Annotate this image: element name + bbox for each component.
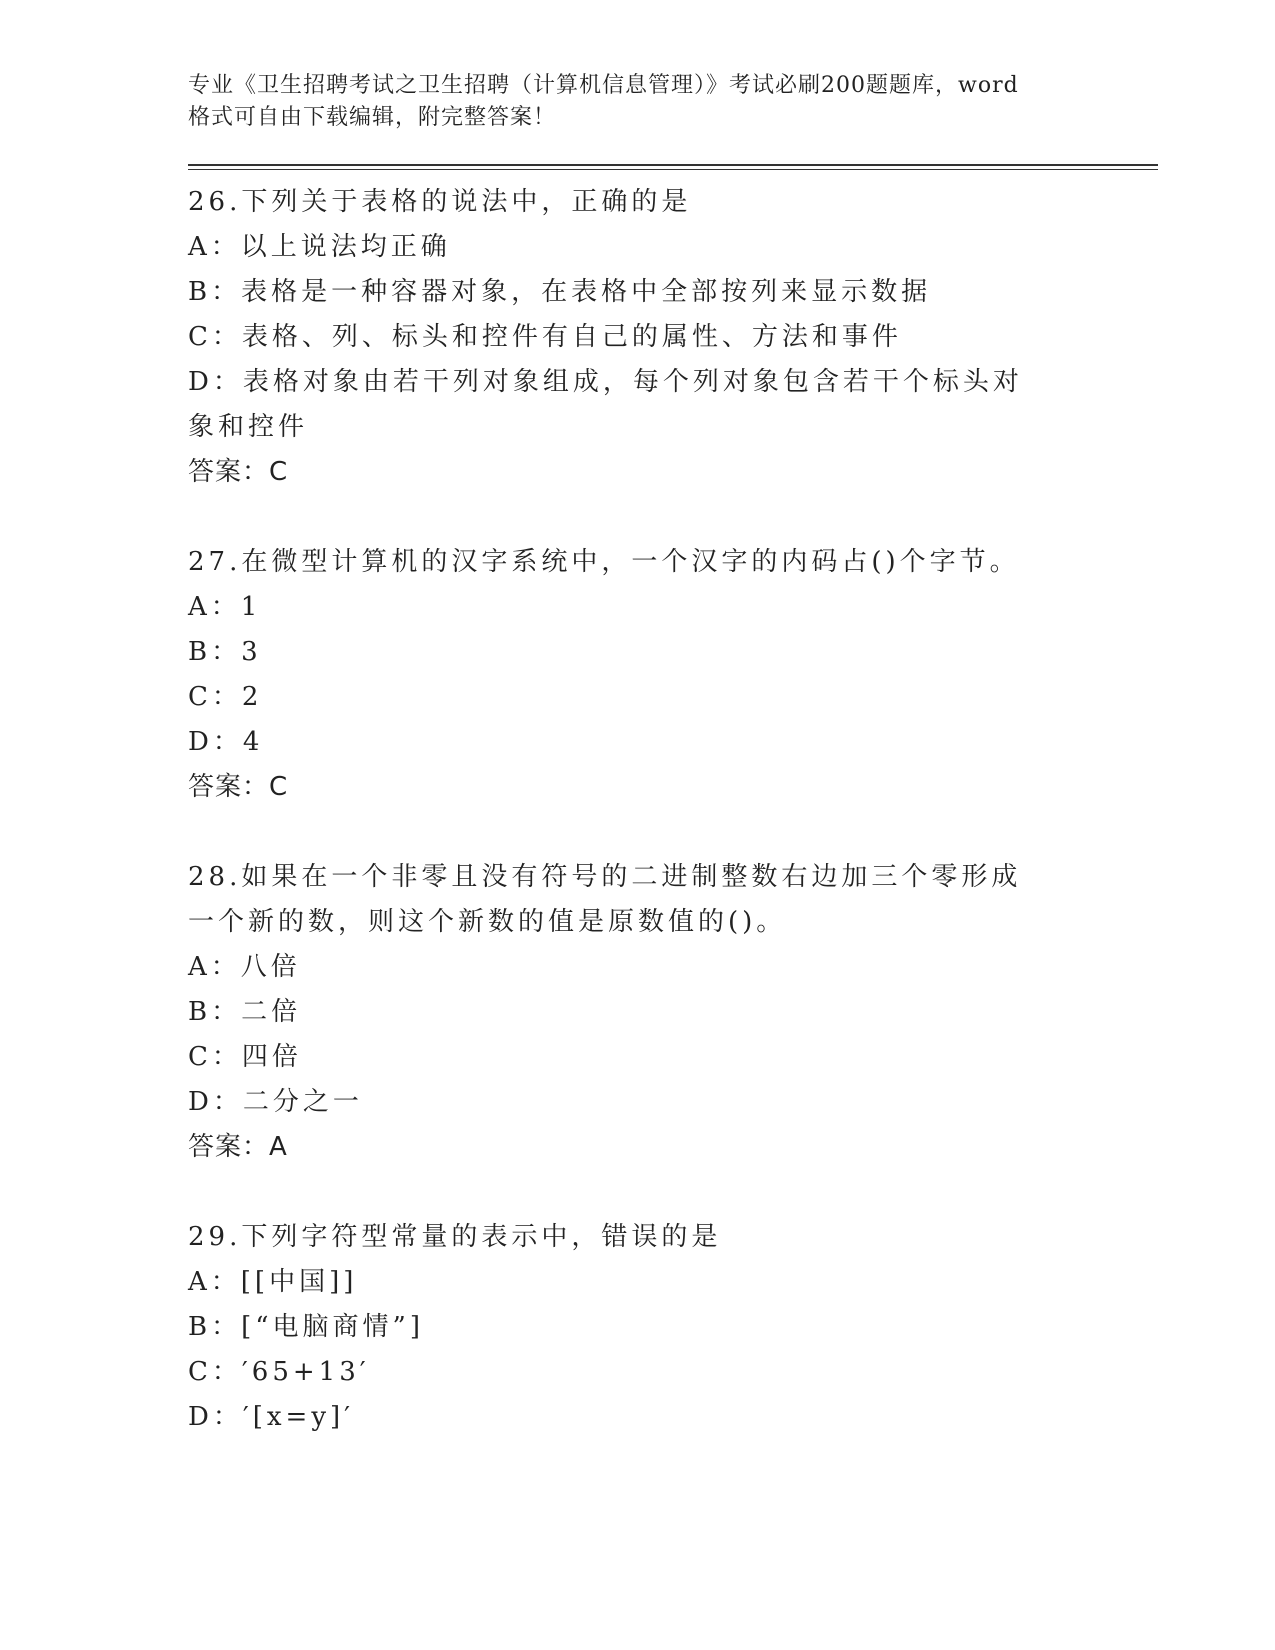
answer-text: 答案：C — [188, 457, 289, 487]
option-a: A：八倍 — [188, 952, 301, 982]
option-a: A：[[中国]] — [188, 1267, 358, 1297]
header-line-2: 格式可自由下载编辑，附完整答案！ — [188, 105, 557, 130]
option-c: C：′65+13′ — [188, 1357, 370, 1387]
option-d: D：表格对象由若干列对象组成，每个列对象包含若干个标头对象和控件 — [188, 367, 1023, 442]
option-c: C：表格、列、标头和控件有自己的属性、方法和事件 — [188, 322, 902, 352]
option-c: C：2 — [188, 682, 263, 712]
question-stem: 27.在微型计算机的汉字系统中，一个汉字的内码占()个字节。 — [188, 547, 1020, 577]
option-c: C：四倍 — [188, 1042, 302, 1072]
question-27 — [188, 540, 1158, 810]
header-divider — [188, 164, 1158, 170]
answer-text: 答案：A — [188, 1132, 288, 1162]
question-28 — [188, 855, 1158, 1170]
option-d: D：二分之一 — [188, 1087, 363, 1117]
question-stem: 26.下列关于表格的说法中，正确的是 — [188, 187, 692, 217]
option-b: B：表格是一种容器对象，在表格中全部按列来显示数据 — [188, 277, 932, 307]
option-b: B：[“电脑商情”] — [188, 1312, 424, 1342]
option-d: D：4 — [188, 727, 264, 757]
question-26 — [188, 180, 1158, 495]
document-header — [188, 70, 1088, 134]
question-29 — [188, 1215, 1158, 1440]
answer-text: 答案：C — [188, 772, 289, 802]
question-stem: 29.下列字符型常量的表示中，错误的是 — [188, 1222, 722, 1252]
header-line-1: 专业《卫生招聘考试之卫生招聘（计算机信息管理）》考试必刷200题题库，word — [188, 73, 1019, 98]
option-a: A：1 — [188, 592, 262, 622]
option-b: B：二倍 — [188, 997, 302, 1027]
option-a: A：以上说法均正确 — [188, 232, 451, 262]
option-d: D：′[x=y]′ — [188, 1402, 355, 1432]
question-list — [188, 180, 1158, 1440]
option-b: B：3 — [188, 637, 262, 667]
question-stem: 28.如果在一个非零且没有符号的二进制整数右边加三个零形成一个新的数，则这个新数的值是原数值的()。 — [188, 862, 1022, 937]
document-page — [188, 70, 1158, 1485]
